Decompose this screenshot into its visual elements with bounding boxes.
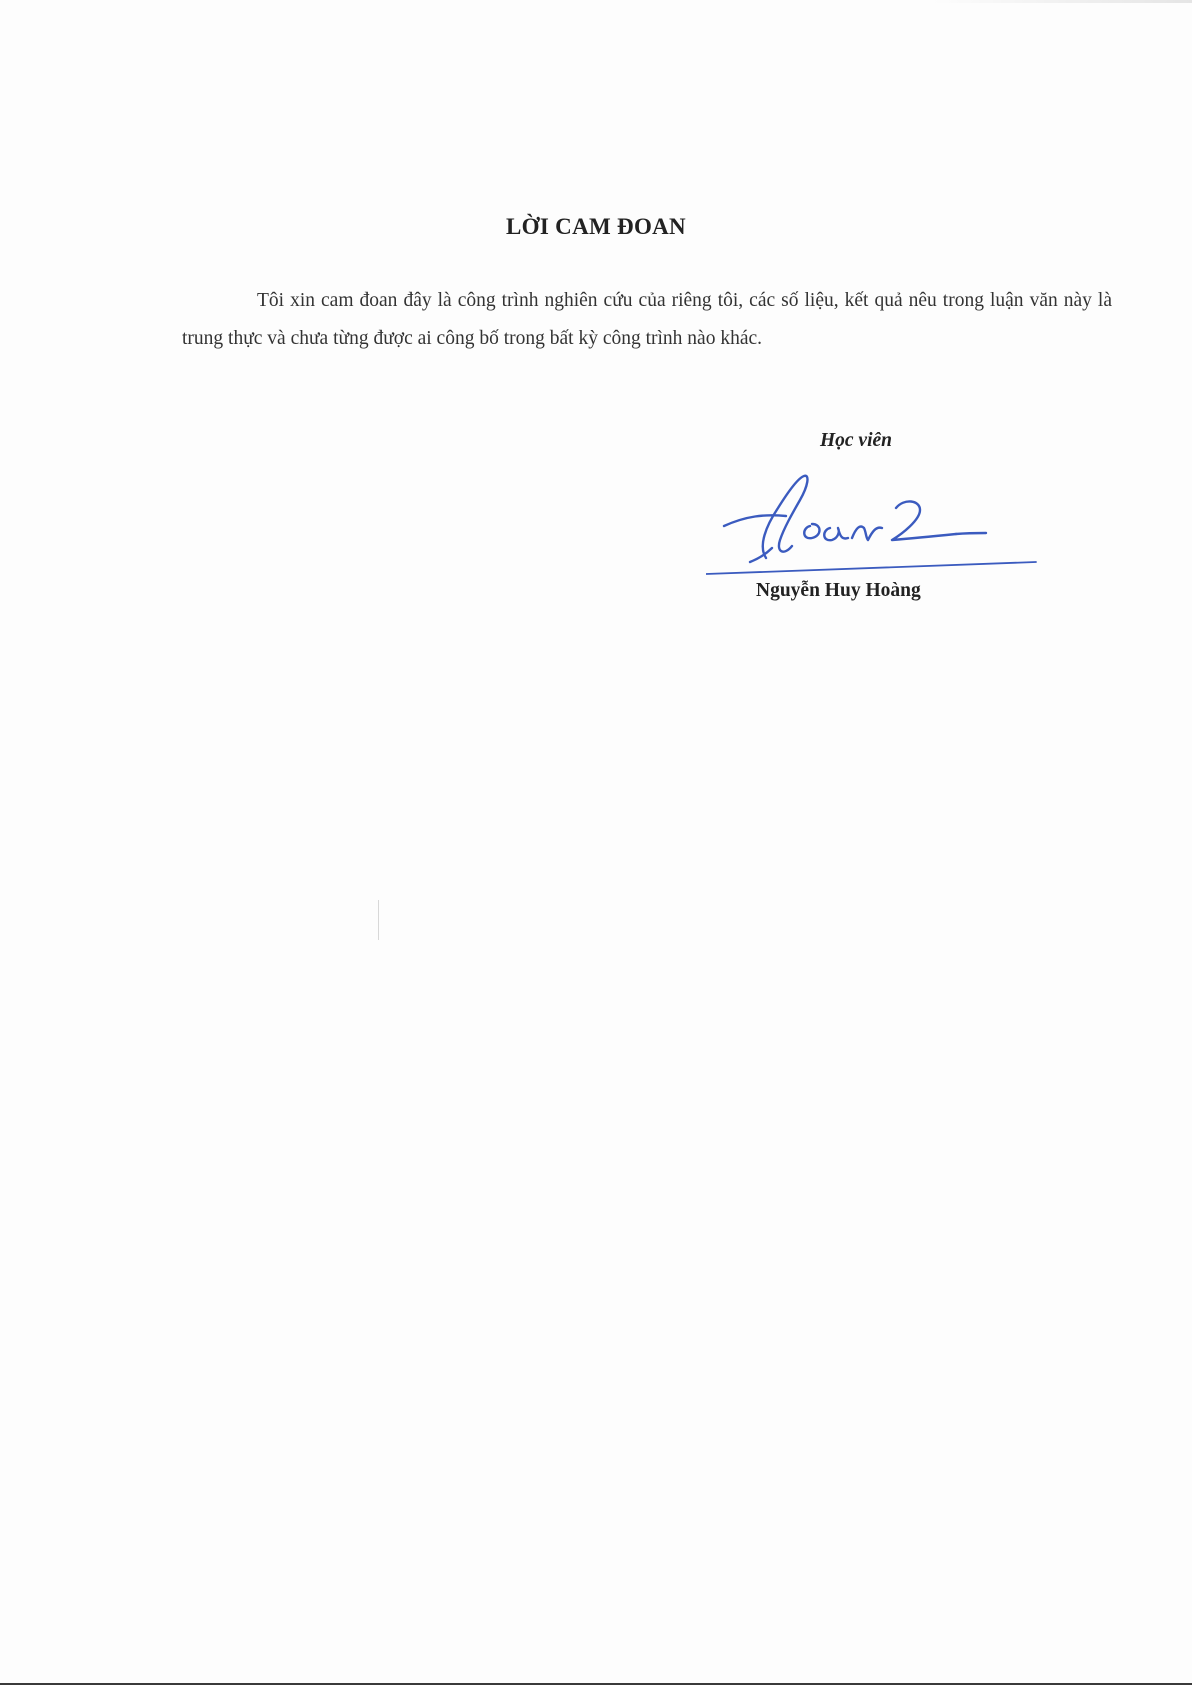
handwritten-signature [706,466,1046,576]
scan-edge-top [932,0,1192,3]
signature-block [716,430,1046,620]
page-title: LỜI CAM ĐOAN [506,214,686,239]
declaration-paragraph: Tôi xin cam đoan đây là công trình nghiên cứu của riêng tôi, các số liệu, kết quả nêu trong luận văn này là trung thực và chưa từng được ai công bố trong bất kỳ công trình nào khác. [182,290,1112,349]
signer-name: Nguyễn Huy Hoàng [756,580,921,601]
signer-role: Học viên [819,430,893,451]
scan-artifact [378,900,379,940]
